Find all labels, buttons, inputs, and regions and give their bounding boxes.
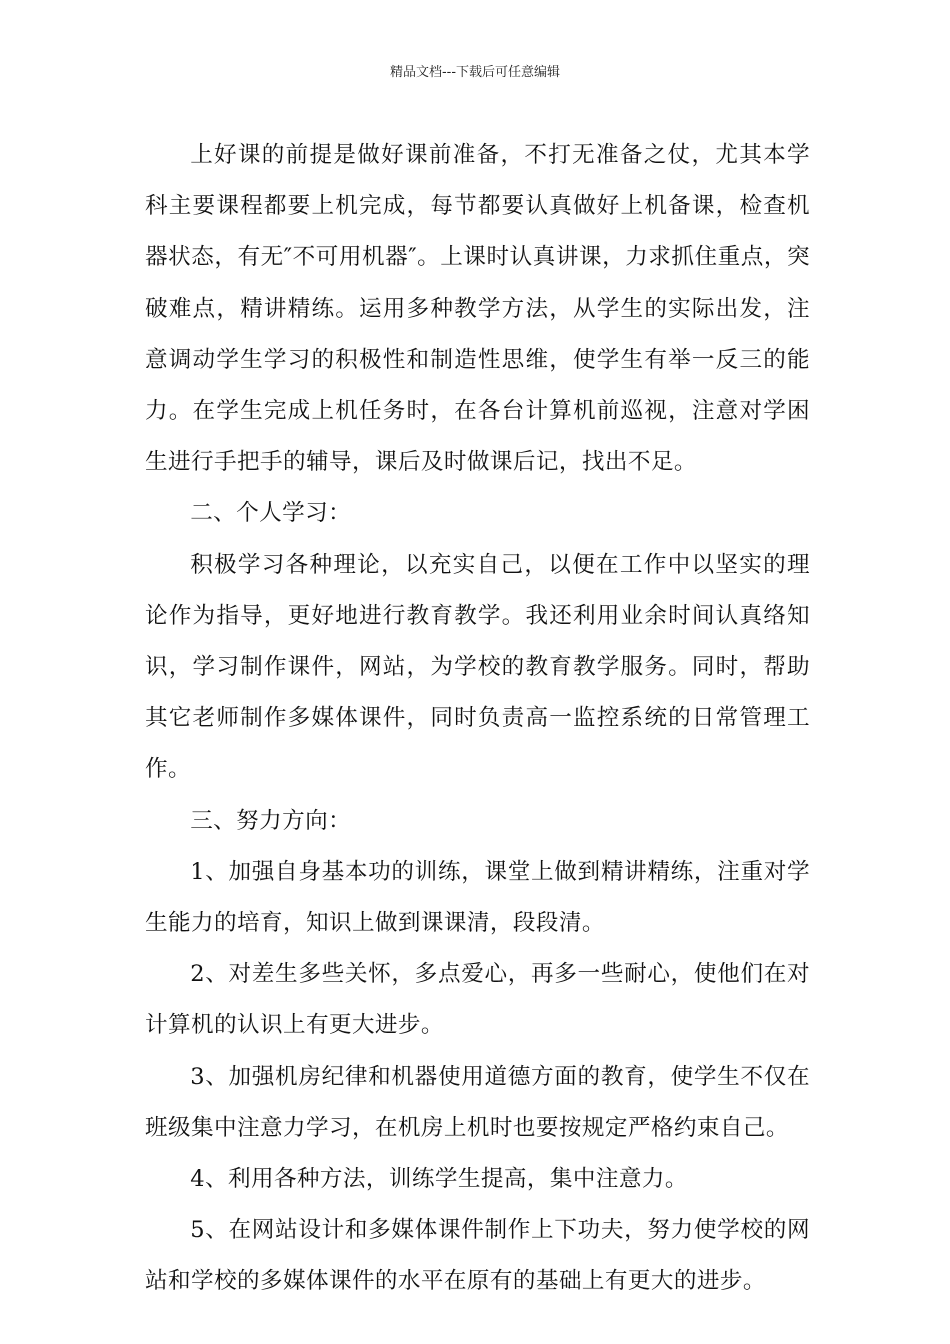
heading-personal-study: 二、个人学习： — [190, 500, 352, 527]
list-item-5: 5、在网站设计和多媒体课件制作上下功夫，努力使学校的网站和学校的多媒体课件的水平在原有的基础上有更大的进步。 — [145, 1217, 810, 1295]
list-item-1: 1、加强自身基本功的训练，课堂上做到精讲精练，注重对学生能力的培育，知识上做到课课清，段段清。 — [145, 858, 810, 937]
list-item-3: 3、加强机房纪律和机器使用道德方面的教育，使学生不仅在班级集中注意力学习，在机房上机时也要按规定严格约束自己。 — [145, 1063, 810, 1141]
list-item-4: 4、利用各种方法，训练学生提高，集中注意力。 — [190, 1166, 688, 1193]
paragraph-personal-study: 积极学习各种理论，以充实自己，以便在工作中以坚实的理论作为指导，更好地进行教育教学。我还利用业余时间认真络知识，学习制作课件，网站，为学校的教育教学服务。同时，帮助其它老师制作多媒体课件，同时负责高一监控系统的日常管理工作。 — [145, 551, 810, 783]
page-header: 精品文档---下载后可任意编辑 — [389, 65, 561, 80]
document-body — [145, 130, 810, 1308]
heading-effort-direction: 三、努力方向： — [190, 807, 352, 834]
paragraph-lesson-preparation: 上好课的前提是做好课前准备，不打无准备之仗，尤其本学科主要课程都要上机完成，每节都要认真做好上机备课，检查机器状态，有无″不可用机器″。上课时认真讲课，力求抓住重点，突破难点，精讲精练。运用多种教学方法，从学生的实际出发，注意调动学生学习的积极性和制造性思维，使学生有举一反三的能力。在学生完成上机任务时，在各台计算机前巡视，注意对学困生进行手把手的辅导，课后及时做课后记，找出不足。 — [145, 142, 810, 476]
list-item-2: 2、对差生多些关怀，多点爱心，再多一些耐心，使他们在对计算机的认识上有更大进步。 — [145, 961, 810, 1039]
